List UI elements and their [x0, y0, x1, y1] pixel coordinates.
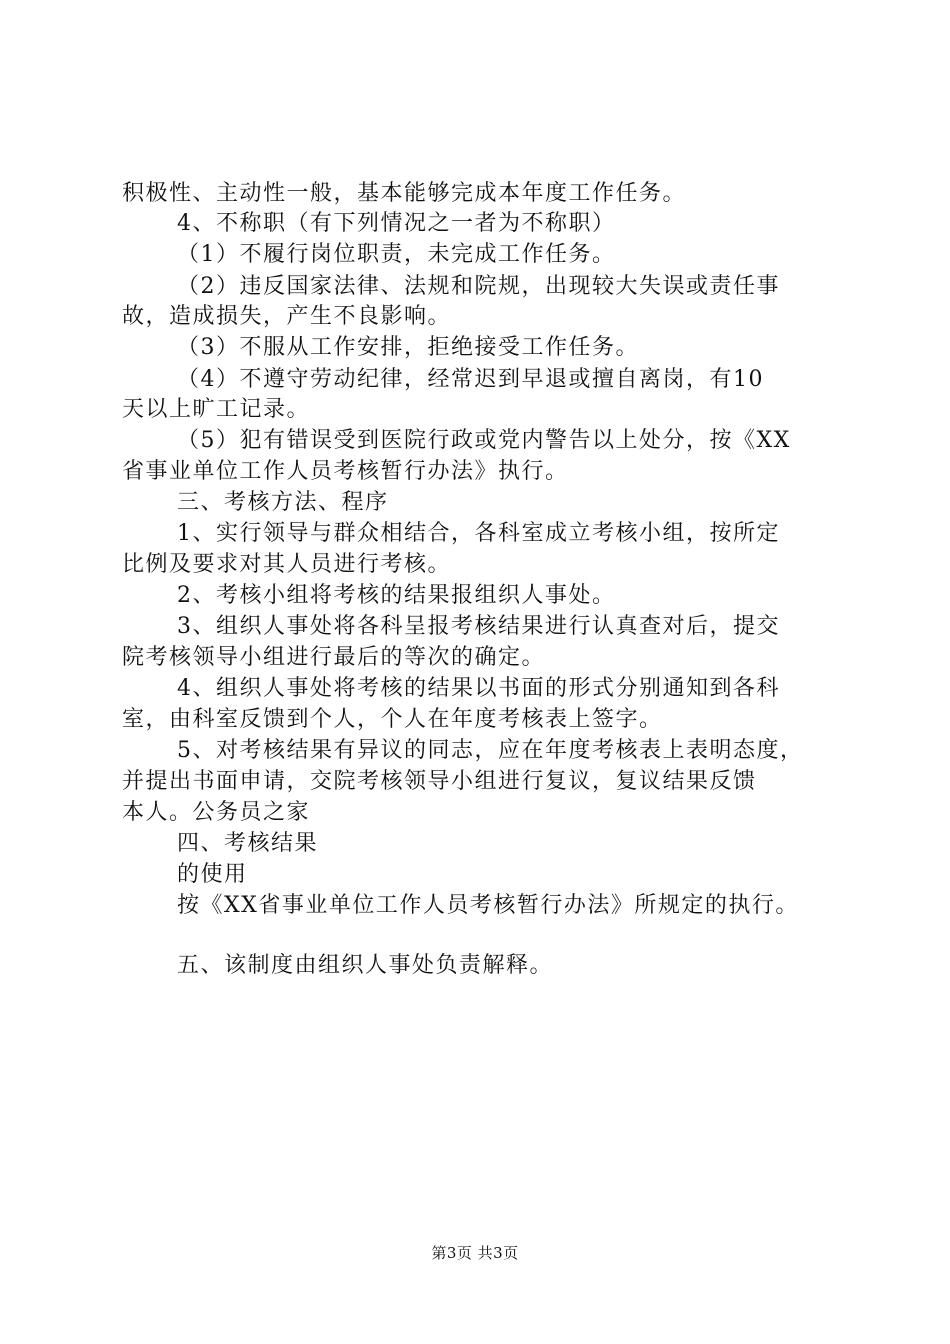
list-item: （5）犯有错误受到医院行政或党内警告以上处分，按《XX [177, 428, 791, 453]
list-item: 1、实行领导与群众相结合，各科室成立考核小组，按所定 [177, 521, 780, 546]
list-item: （2）违反国家法律、法规和院规，出现较大失误或责任事 [177, 274, 780, 299]
paragraph-line: 室，由科室反馈到个人，个人在年度考核表上签字。 [122, 707, 663, 732]
paragraph-line: 天以上旷工记录。 [122, 397, 311, 422]
paragraph-line: 积极性、主动性一般，基本能够完成本年度工作任务。 [122, 181, 687, 206]
paragraph-line: 故，造成损失，产生不良影响。 [122, 304, 452, 329]
paragraph-line: 并提出书面申请，交院考核领导小组进行复议，复议结果反馈 [122, 769, 757, 794]
list-item: 2、考核小组将考核的结果报组织人事处。 [177, 583, 616, 608]
paragraph-line: 院考核领导小组进行最后的等次的确定。 [122, 645, 546, 670]
paragraph-line: 比例及要求对其人员进行考核。 [122, 552, 452, 577]
list-item: （1）不履行岗位职责，未完成工作任务。 [177, 242, 616, 267]
paragraph-line: 省事业单位工作人员考核暂行办法》执行。 [122, 459, 569, 484]
page-footer: 第3页 共3页 [431, 1244, 519, 1262]
section-heading: 五、该制度由组织人事处负责解释。 [177, 953, 554, 978]
section-heading: 四、考核结果 [177, 831, 319, 856]
paragraph-line: 按《XX省事业单位工作人员考核暂行办法》所规定的执行。 [177, 893, 799, 918]
section-heading-continued: 的使用 [177, 862, 248, 887]
list-item: （3）不服从工作安排，拒绝接受工作任务。 [177, 335, 639, 360]
list-item: 5、对考核结果有异议的同志，应在年度考核表上表明态度， [177, 738, 804, 763]
list-item: 4、组织人事处将考核的结果以书面的形式分别通知到各科 [177, 676, 780, 701]
list-item: 3、组织人事处将各科呈报考核结果进行认真查对后，提交 [177, 614, 780, 639]
section-heading: 三、考核方法、程序 [177, 490, 389, 515]
paragraph-line: 本人。公务员之家 [122, 800, 311, 825]
list-item: （4）不遵守劳动纪律，经常迟到早退或擅自离岗，有10 [177, 367, 764, 392]
section-heading: 4、不称职（有下列情况之一者为不称职） [177, 211, 616, 236]
